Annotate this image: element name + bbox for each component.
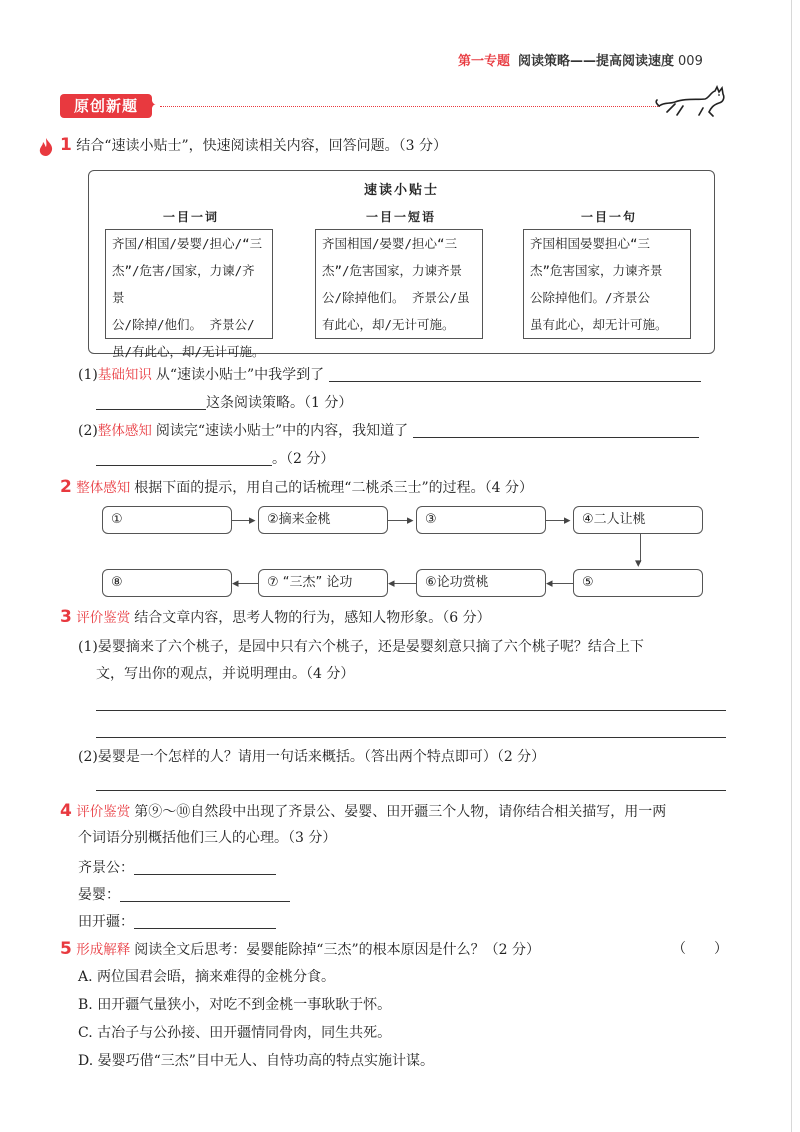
banner-star-icon: ✦ bbox=[148, 100, 157, 111]
q1-sub2-tail: 。（2 分） bbox=[272, 451, 335, 467]
arrow-right-icon: ▸ bbox=[249, 513, 256, 528]
q1-sub2-tag: 整体感知 bbox=[97, 423, 152, 439]
q2-number: 2 bbox=[60, 477, 72, 497]
q4-item-label: 田开疆： bbox=[78, 914, 134, 930]
q2-stem: 根据下面的提示，用自己的话梳理“二桃杀三士”的过程。（4 分） bbox=[134, 480, 533, 496]
q4-tag: 评价鉴赏 bbox=[76, 804, 131, 820]
q3-sub2-answer-line[interactable] bbox=[96, 790, 726, 791]
q1-sub2-text: 阅读完“速读小贴士”中的内容，我知道了 bbox=[155, 423, 409, 439]
q5-option-c[interactable]: C. 古冶子与公孙接、田开疆情同骨肉，同生共死。 bbox=[78, 1025, 392, 1041]
q5-stem: 阅读全文后思考：晏婴能除掉“三杰”的根本原因是什么？（2 分） bbox=[134, 942, 540, 958]
arrow-left-icon: ◂ bbox=[388, 576, 395, 591]
q5-tag: 形成解释 bbox=[76, 942, 131, 958]
q5-number: 5 bbox=[60, 939, 72, 959]
tips-col3-line: 公除掉他们。/齐景公 bbox=[530, 290, 651, 305]
q1-sub2 bbox=[78, 420, 699, 442]
q4-item-yanying bbox=[78, 884, 290, 906]
q5-option-d[interactable]: D. 晏婴巧借“三杰”目中无人、自恃功高的特点实施计谋。 bbox=[78, 1053, 434, 1069]
tips-col1-box bbox=[105, 229, 273, 359]
banner-dotted-line bbox=[160, 106, 660, 107]
q5-stem-line bbox=[60, 938, 540, 961]
tips-title: 速读小贴士 bbox=[363, 183, 439, 198]
page-edge bbox=[791, 0, 792, 1132]
tips-col2-title: 一目一短语 bbox=[365, 210, 436, 224]
q1-sub1-text: 从“速读小贴士”中我学到了 bbox=[155, 367, 325, 383]
flow-box-7: ⑦ “三杰” 论功 bbox=[258, 569, 388, 597]
flow-arrow-line bbox=[552, 583, 573, 584]
q3-tag: 评价鉴赏 bbox=[76, 610, 131, 626]
q1-sub2-answer-blank-2[interactable] bbox=[96, 449, 272, 466]
q3-stem: 结合文章内容，思考人物的行为，感知人物形象。（6 分） bbox=[134, 610, 491, 626]
tips-col1-line: 虽/有此心，却/无计可施。 bbox=[112, 344, 265, 359]
q3-sub2: (2)晏婴是一个怎样的人？请用一句话来概括。（答出两个特点即可）（2 分） bbox=[78, 749, 546, 765]
header-topic: 第一专题 bbox=[458, 54, 511, 69]
tips-col3-line: 虽有此心，却无计可施。 bbox=[530, 317, 668, 332]
cat-icon bbox=[655, 82, 730, 122]
q1-sub1-tag: 基础知识 bbox=[97, 367, 152, 383]
flow-arrow-line bbox=[238, 583, 258, 584]
q1-stem: 结合“速读小贴士”，快速阅读相关内容，回答问题。（3 分） bbox=[76, 138, 447, 154]
tips-col2-line: 齐国相国/晏婴/担心“三 bbox=[322, 236, 458, 251]
q1-sub2-answer-blank[interactable] bbox=[413, 421, 699, 438]
q3-sub1-line2: 文，写出你的观点，并说明理由。（4 分） bbox=[96, 666, 355, 682]
flow-box-3[interactable]: ③ bbox=[416, 506, 546, 534]
q4-answer-blank[interactable] bbox=[134, 912, 276, 929]
q3-sub1-answer-line[interactable] bbox=[96, 710, 726, 711]
flow-box-1[interactable]: ① bbox=[102, 506, 232, 534]
q5-option-b[interactable]: B. 田开疆气量狭小，对吃不到金桃一事耿耿于怀。 bbox=[78, 997, 392, 1013]
q1-stem-line bbox=[60, 134, 447, 157]
arrow-right-icon: ▸ bbox=[564, 513, 571, 528]
q4-stem-2: 个词语分别概括他们三人的心理。（3 分） bbox=[78, 830, 337, 846]
q1-sub2-number: (2) bbox=[78, 423, 98, 439]
q3-sub1-line1: (1)晏婴摘来了六个桃子，是园中只有六个桃子，还是晏婴刻意只摘了六个桃子呢？结合上下 bbox=[78, 639, 644, 655]
tips-col3-line: 齐国相国晏婴担心“三 bbox=[530, 236, 651, 251]
header-title: 阅读策略——提高阅读速度 bbox=[518, 54, 675, 69]
page-number: 009 bbox=[678, 54, 703, 69]
arrow-left-icon: ◂ bbox=[232, 576, 239, 591]
q1-sub1-answer-blank[interactable] bbox=[329, 365, 701, 382]
q2-stem-line bbox=[60, 476, 533, 499]
q1-sub1 bbox=[78, 364, 701, 386]
tips-col2-line: 公/除掉他们。 齐景公/虽 bbox=[322, 290, 470, 305]
q1-number: 1 bbox=[60, 135, 72, 155]
q4-stem-1: 第⑨～⑩自然段中出现了齐景公、晏婴、田开疆三个人物，请你结合相关描写，用一两 bbox=[134, 804, 667, 820]
q3-number: 3 bbox=[60, 607, 72, 627]
q4-item-qijinggong bbox=[78, 857, 276, 879]
tips-col1-line: 公/除掉/他们。 齐景公/ bbox=[112, 317, 255, 332]
q4-stem-line bbox=[60, 800, 666, 823]
flow-box-4: ④二人让桃 bbox=[573, 506, 703, 534]
q1-sub1-number: (1) bbox=[78, 367, 98, 383]
tips-box bbox=[88, 170, 715, 359]
q4-answer-blank[interactable] bbox=[134, 858, 276, 875]
page-header bbox=[458, 50, 703, 69]
q4-item-label: 晏婴： bbox=[78, 887, 120, 903]
flame-icon bbox=[38, 137, 54, 157]
tips-col2-line: 杰”/危害国家，力谏齐景 bbox=[322, 263, 463, 278]
q4-number: 4 bbox=[60, 801, 72, 821]
tips-col3-line: 杰”危害国家，力谏齐景 bbox=[530, 263, 663, 278]
q4-item-label: 齐景公： bbox=[78, 860, 134, 876]
q4-answer-blank[interactable] bbox=[120, 885, 290, 902]
q5-option-a[interactable]: A. 两位国君会晤，摘来难得的金桃分食。 bbox=[78, 969, 336, 985]
tips-col1-line: 杰”/危害/国家，力谏/齐景 bbox=[112, 263, 255, 305]
q3-stem-line bbox=[60, 606, 491, 629]
q1-sub1-tail: 这条阅读策略。（1 分） bbox=[206, 395, 353, 411]
tips-col3-box bbox=[523, 229, 691, 339]
arrow-down-icon: ▾ bbox=[635, 556, 642, 571]
q1-sub1-answer-blank-2[interactable] bbox=[96, 393, 206, 410]
flow-box-2: ②摘来金桃 bbox=[258, 506, 388, 534]
flow-arrow-line bbox=[394, 583, 416, 584]
flow-box-5[interactable]: ⑤ bbox=[573, 569, 703, 597]
q4-item-tiankaijiang bbox=[78, 911, 276, 933]
tips-col2-box bbox=[315, 229, 483, 339]
flow-box-8[interactable]: ⑧ bbox=[102, 569, 232, 597]
tips-col2-line: 有此心，却/无计可施。 bbox=[322, 317, 455, 332]
tips-col1-line: 齐国/相国/晏婴/担心/“三 bbox=[112, 236, 263, 251]
q2-tag: 整体感知 bbox=[76, 480, 131, 496]
arrow-left-icon: ◂ bbox=[546, 576, 553, 591]
flow-box-6: ⑥论功赏桃 bbox=[416, 569, 546, 597]
arrow-right-icon: ▸ bbox=[407, 513, 414, 528]
q1-sub1-cont bbox=[96, 392, 352, 414]
q5-answer-paren[interactable]: （ ） bbox=[672, 941, 728, 957]
tips-col3-title: 一目一句 bbox=[580, 210, 637, 224]
q3-sub1-answer-line[interactable] bbox=[96, 737, 726, 738]
q1-sub2-cont bbox=[96, 448, 334, 470]
section-banner: 原创新题 bbox=[60, 94, 152, 118]
tips-col1-title: 一目一词 bbox=[162, 210, 219, 224]
